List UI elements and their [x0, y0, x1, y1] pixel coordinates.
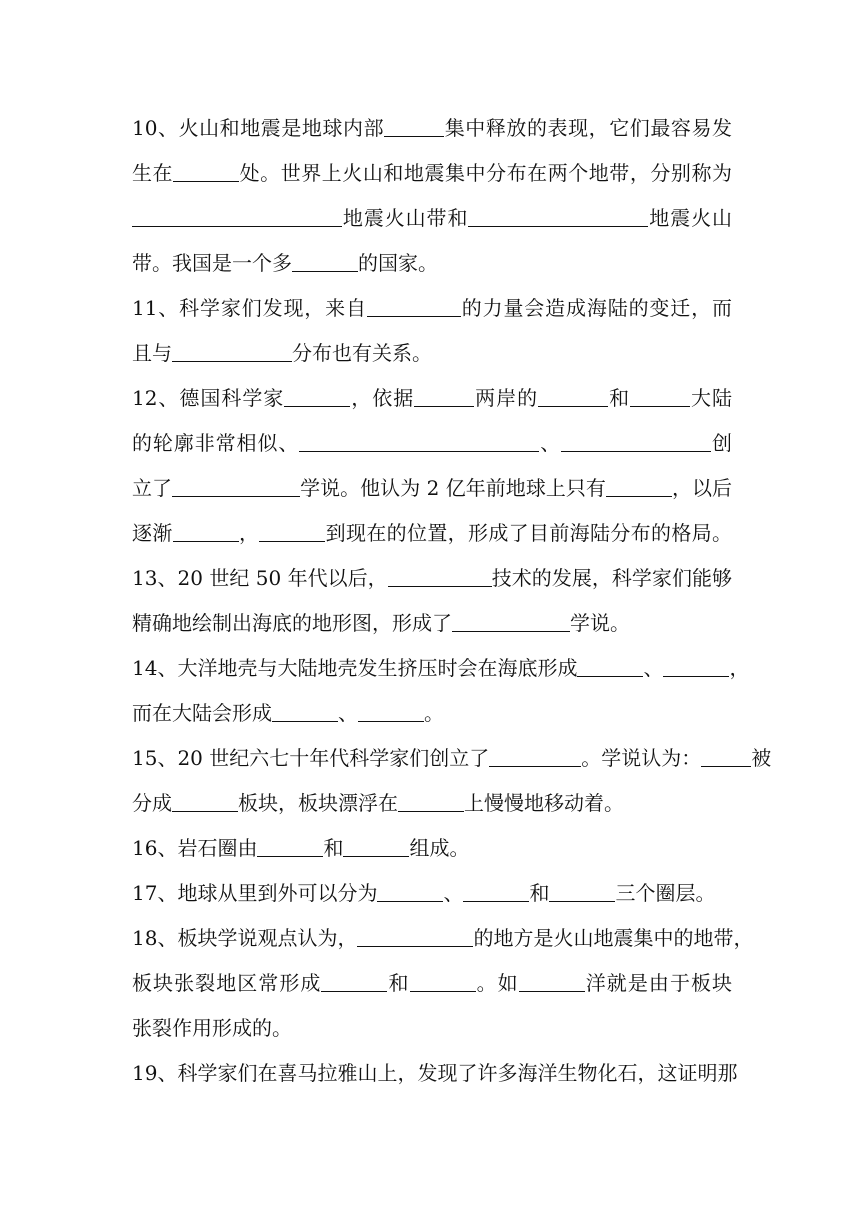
answer-blank[interactable]: [630, 384, 690, 407]
question-text: 16、岩石圈由: [132, 836, 258, 860]
answer-blank[interactable]: [663, 654, 729, 677]
answer-blank[interactable]: [398, 789, 464, 812]
question-18-line: [132, 1013, 732, 1043]
question-text: 集中释放的表现，它们最容易发: [444, 116, 733, 140]
answer-blank[interactable]: [358, 699, 424, 722]
question-14-line: [132, 698, 732, 728]
question-text: 大陆: [690, 386, 733, 410]
answer-blank[interactable]: [384, 114, 444, 137]
answer-blank[interactable]: [173, 159, 239, 182]
question-text: 12、德国科学家: [132, 386, 285, 410]
question-12-line: [132, 518, 732, 548]
question-text: 生在: [132, 161, 174, 185]
question-text: 洋就是由于板块: [584, 971, 733, 995]
question-text: 、: [443, 881, 464, 905]
answer-blank[interactable]: [489, 744, 581, 767]
question-text: 张裂作用形成的。: [132, 1016, 292, 1040]
answer-blank[interactable]: [367, 294, 461, 317]
question-text: 被: [751, 746, 772, 770]
answer-blank[interactable]: [172, 339, 292, 362]
question-text: 组成。: [409, 836, 470, 860]
question-text: 的力量会造成海陆的变迁，而: [460, 296, 733, 320]
question-text: 15、20 世纪六七十年代科学家们创立了: [132, 746, 490, 770]
question-text: 10、火山和地震是地球内部: [132, 116, 385, 140]
question-12-line: [132, 473, 732, 503]
answer-blank[interactable]: [172, 789, 238, 812]
answer-blank[interactable]: [468, 204, 648, 227]
question-text: 地震火山带和: [342, 206, 469, 230]
question-text: 19、科学家们在喜马拉雅山上，发现了许多海洋生物化石，这证明那: [132, 1061, 738, 1085]
question-text: 创: [711, 431, 733, 455]
question-text: 。: [424, 701, 444, 725]
answer-blank[interactable]: [284, 384, 350, 407]
question-text: 上慢慢地移动着。: [464, 791, 624, 815]
question-text: 的轮廓非常相似、: [132, 431, 300, 455]
question-11-line: [132, 338, 732, 368]
question-10-line: [132, 113, 732, 143]
question-text: 而在大陆会形成: [132, 701, 272, 725]
question-text: 两岸的: [474, 386, 539, 410]
question-10-line: [132, 248, 732, 278]
question-text: ，: [238, 521, 260, 545]
answer-blank[interactable]: [343, 834, 409, 857]
question-10-line: [132, 203, 732, 233]
question-text: 学说。他认为 2 亿年前地球上只有: [300, 476, 606, 500]
question-13-line: [132, 563, 732, 593]
answer-blank[interactable]: [388, 564, 492, 587]
question-text: 带。我国是一个多: [132, 251, 292, 275]
answer-blank[interactable]: [132, 204, 342, 227]
question-text: ，以后: [671, 476, 733, 500]
question-text: 和: [529, 881, 550, 905]
question-text: 到现在的位置，形成了目前海陆分布的格局。: [325, 521, 733, 545]
question-12-line: [132, 383, 732, 413]
question-text: 地震火山: [648, 206, 733, 230]
answer-blank[interactable]: [259, 519, 325, 542]
question-17-line: [132, 878, 732, 908]
question-13-line: [132, 608, 732, 638]
answer-blank[interactable]: [463, 879, 529, 902]
question-text: 13、20 世纪 50 年代以后，: [132, 566, 388, 590]
question-11-line: [132, 293, 732, 323]
answer-blank[interactable]: [577, 654, 643, 677]
question-16-line: [132, 833, 732, 863]
answer-blank[interactable]: [272, 699, 338, 722]
question-10-line: [132, 158, 732, 188]
question-text: 技术的发展，科学家们能够: [491, 566, 733, 590]
answer-blank[interactable]: [377, 879, 443, 902]
answer-blank[interactable]: [292, 249, 358, 272]
question-text: 精确地绘制出海底的地形图，形成了: [132, 611, 452, 635]
answer-blank[interactable]: [357, 924, 473, 947]
answer-blank[interactable]: [519, 969, 585, 992]
answer-blank[interactable]: [321, 969, 387, 992]
question-text: 的国家。: [358, 251, 438, 275]
question-text: 和: [387, 971, 410, 995]
question-text: 和: [323, 836, 344, 860]
question-text: 分成: [132, 791, 172, 815]
question-text: 的地方是火山地震集中的地带，: [473, 926, 754, 950]
question-text: 学说。: [570, 611, 630, 635]
question-text: ，依据: [350, 386, 415, 410]
question-text: 分布也有关系。: [292, 341, 432, 365]
question-text: 、: [338, 701, 358, 725]
question-15-line: [132, 743, 772, 773]
answer-blank[interactable]: [701, 744, 751, 767]
question-text: 和: [608, 386, 631, 410]
question-text: 。学说认为：: [581, 746, 702, 770]
answer-blank[interactable]: [173, 519, 239, 542]
question-text: 处。世界上火山和地震集中分布在两个地带，分别称为: [239, 161, 733, 185]
question-text: 且与: [132, 341, 172, 365]
question-15-line: [132, 788, 732, 818]
answer-blank[interactable]: [538, 384, 608, 407]
answer-blank[interactable]: [414, 384, 474, 407]
question-text: 三个圈层。: [615, 881, 716, 905]
question-18-line: [132, 923, 754, 953]
question-text: 板块张裂地区常形成: [132, 971, 322, 995]
answer-blank[interactable]: [299, 429, 539, 452]
answer-blank[interactable]: [452, 609, 570, 632]
answer-blank[interactable]: [172, 474, 300, 497]
question-text: ，: [729, 656, 750, 680]
answer-blank[interactable]: [606, 474, 672, 497]
question-text: 18、板块学说观点认为，: [132, 926, 358, 950]
answer-blank[interactable]: [410, 969, 476, 992]
question-text: 14、大洋地壳与大陆地壳发生挤压时会在海底形成: [132, 656, 578, 680]
question-12-line: [132, 428, 732, 458]
question-text: 立了: [132, 476, 173, 500]
question-text: 板块，板块漂浮在: [238, 791, 398, 815]
answer-blank[interactable]: [257, 834, 323, 857]
question-19-line: [132, 1058, 738, 1088]
question-text: 、: [539, 431, 562, 455]
answer-blank[interactable]: [561, 429, 711, 452]
answer-blank[interactable]: [549, 879, 615, 902]
question-text: 、: [643, 656, 664, 680]
question-text: 11、科学家们发现，来自: [132, 296, 367, 320]
question-text: 。如: [475, 971, 519, 995]
question-text: 逐渐: [132, 521, 173, 545]
question-18-line: [132, 968, 732, 998]
question-14-line: [132, 653, 750, 683]
question-text: 17、地球从里到外可以分为: [132, 881, 378, 905]
